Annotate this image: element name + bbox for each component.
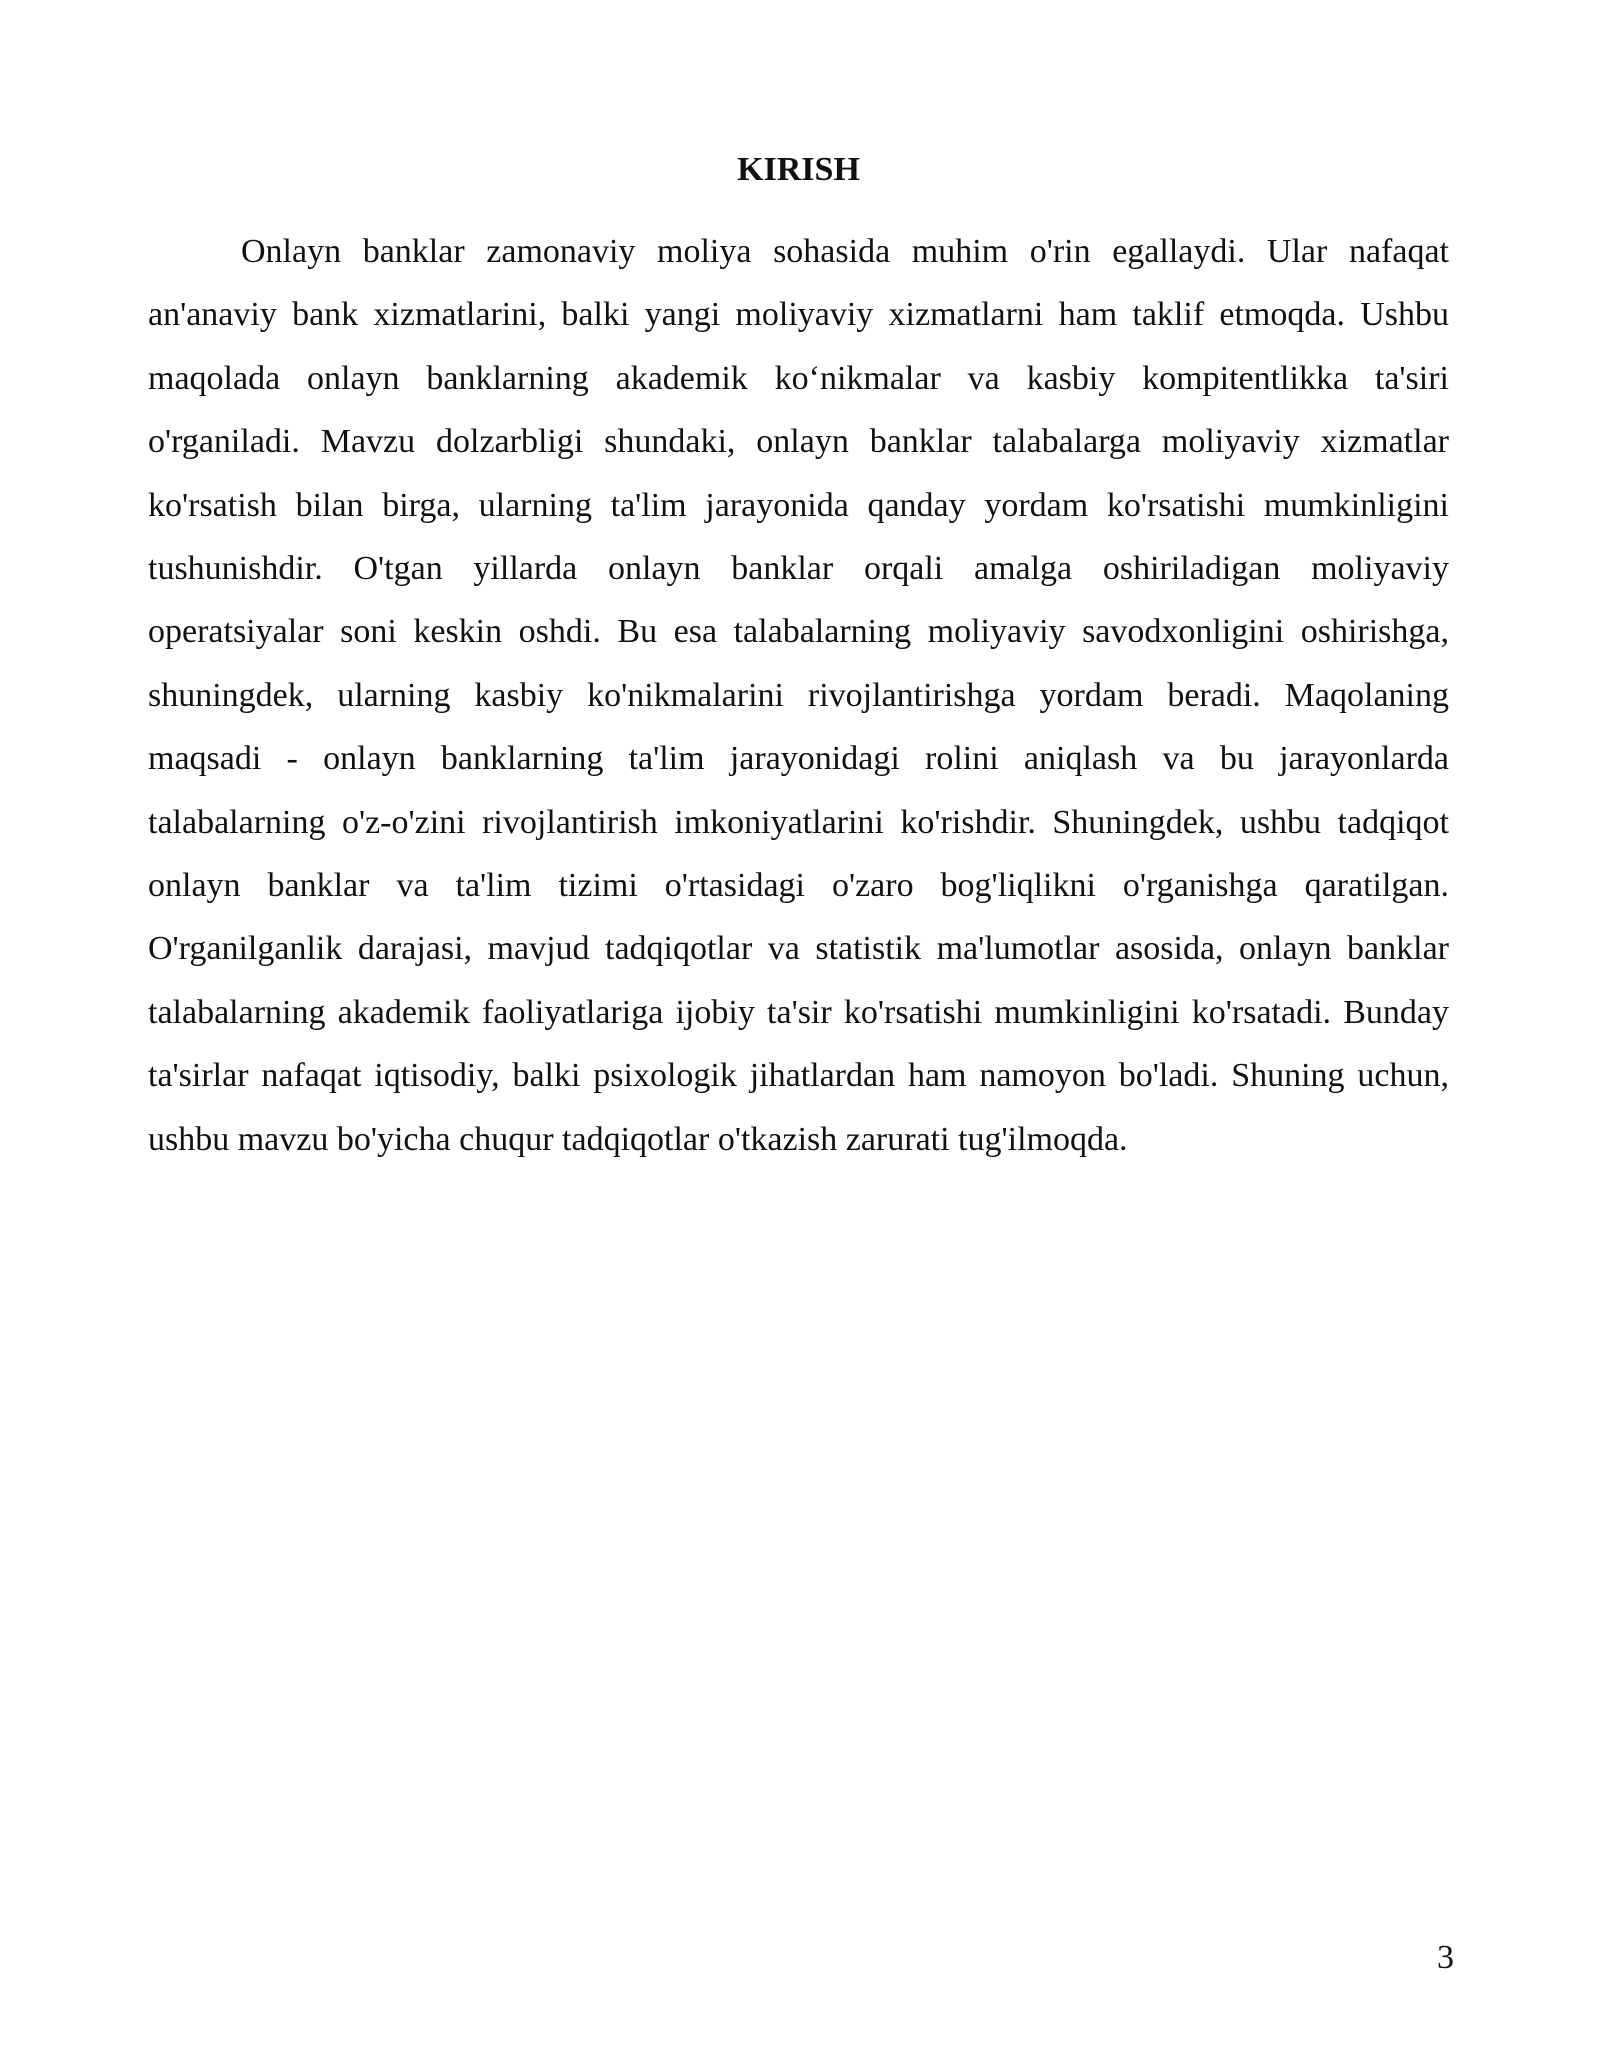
- body-paragraph: Onlayn banklar zamonaviy moliya sohasida muhim o'rin egallaydi. Ular nafaqat an'anaviy bank xizmatlarini, balki yangi moliyaviy xizmatlarni ham taklif etmoqda. Ushbu maqolada onlayn banklarning akademik ko‘nikmalar va kasbiy kompitentlikka ta'siri o'rganiladi. Mavzu dolzarbligi shundaki, onlayn banklar talabalarga moliyaviy xizmatlar ko'rsatish bilan birga, ularning ta'lim jarayonida qanday yordam ko'rsatishi mumkinligini tushunishdir. O'tgan yillarda onlayn banklar orqali amalga oshiriladigan moliyaviy operatsiyalar soni keskin oshdi. Bu esa talabalarning moliyaviy savodxonligini oshirishga, shuningdek, ularning kasbiy ko'nikmalarini rivojlantirishga yordam beradi. Maqolaning maqsadi - onlayn banklarning ta'lim jarayonidagi rolini aniqlash va bu jarayonlarda talabalarning o'z-o'zini rivojlantirish imkoniyatlarini ko'rishdir. Shuningdek, ushbu tadqiqot onlayn banklar va ta'lim tizimi o'rtasidagi o'zaro bog'liqlikni o'rganishga qaratilgan. O'rganilganlik darajasi, mavjud tadqiqotlar va statistik ma'lumotlar asosida, onlayn banklar talabalarning akademik faoliyatlariga ijobiy ta'sir ko'rsatishi mumkinligini ko'rsatadi. Bunday ta'sirlar nafaqat iqtisodiy, balki psixologik jihatlardan ham namoyon bo'ladi. Shuning uchun, ushbu mavzu bo'yicha chuqur tadqiqotlar o'tkazish zarurati tug'ilmoqda.: [148, 233, 1449, 1158]
- section-heading: KIRISH: [737, 151, 860, 188]
- page-number: 3: [1437, 1939, 1454, 1976]
